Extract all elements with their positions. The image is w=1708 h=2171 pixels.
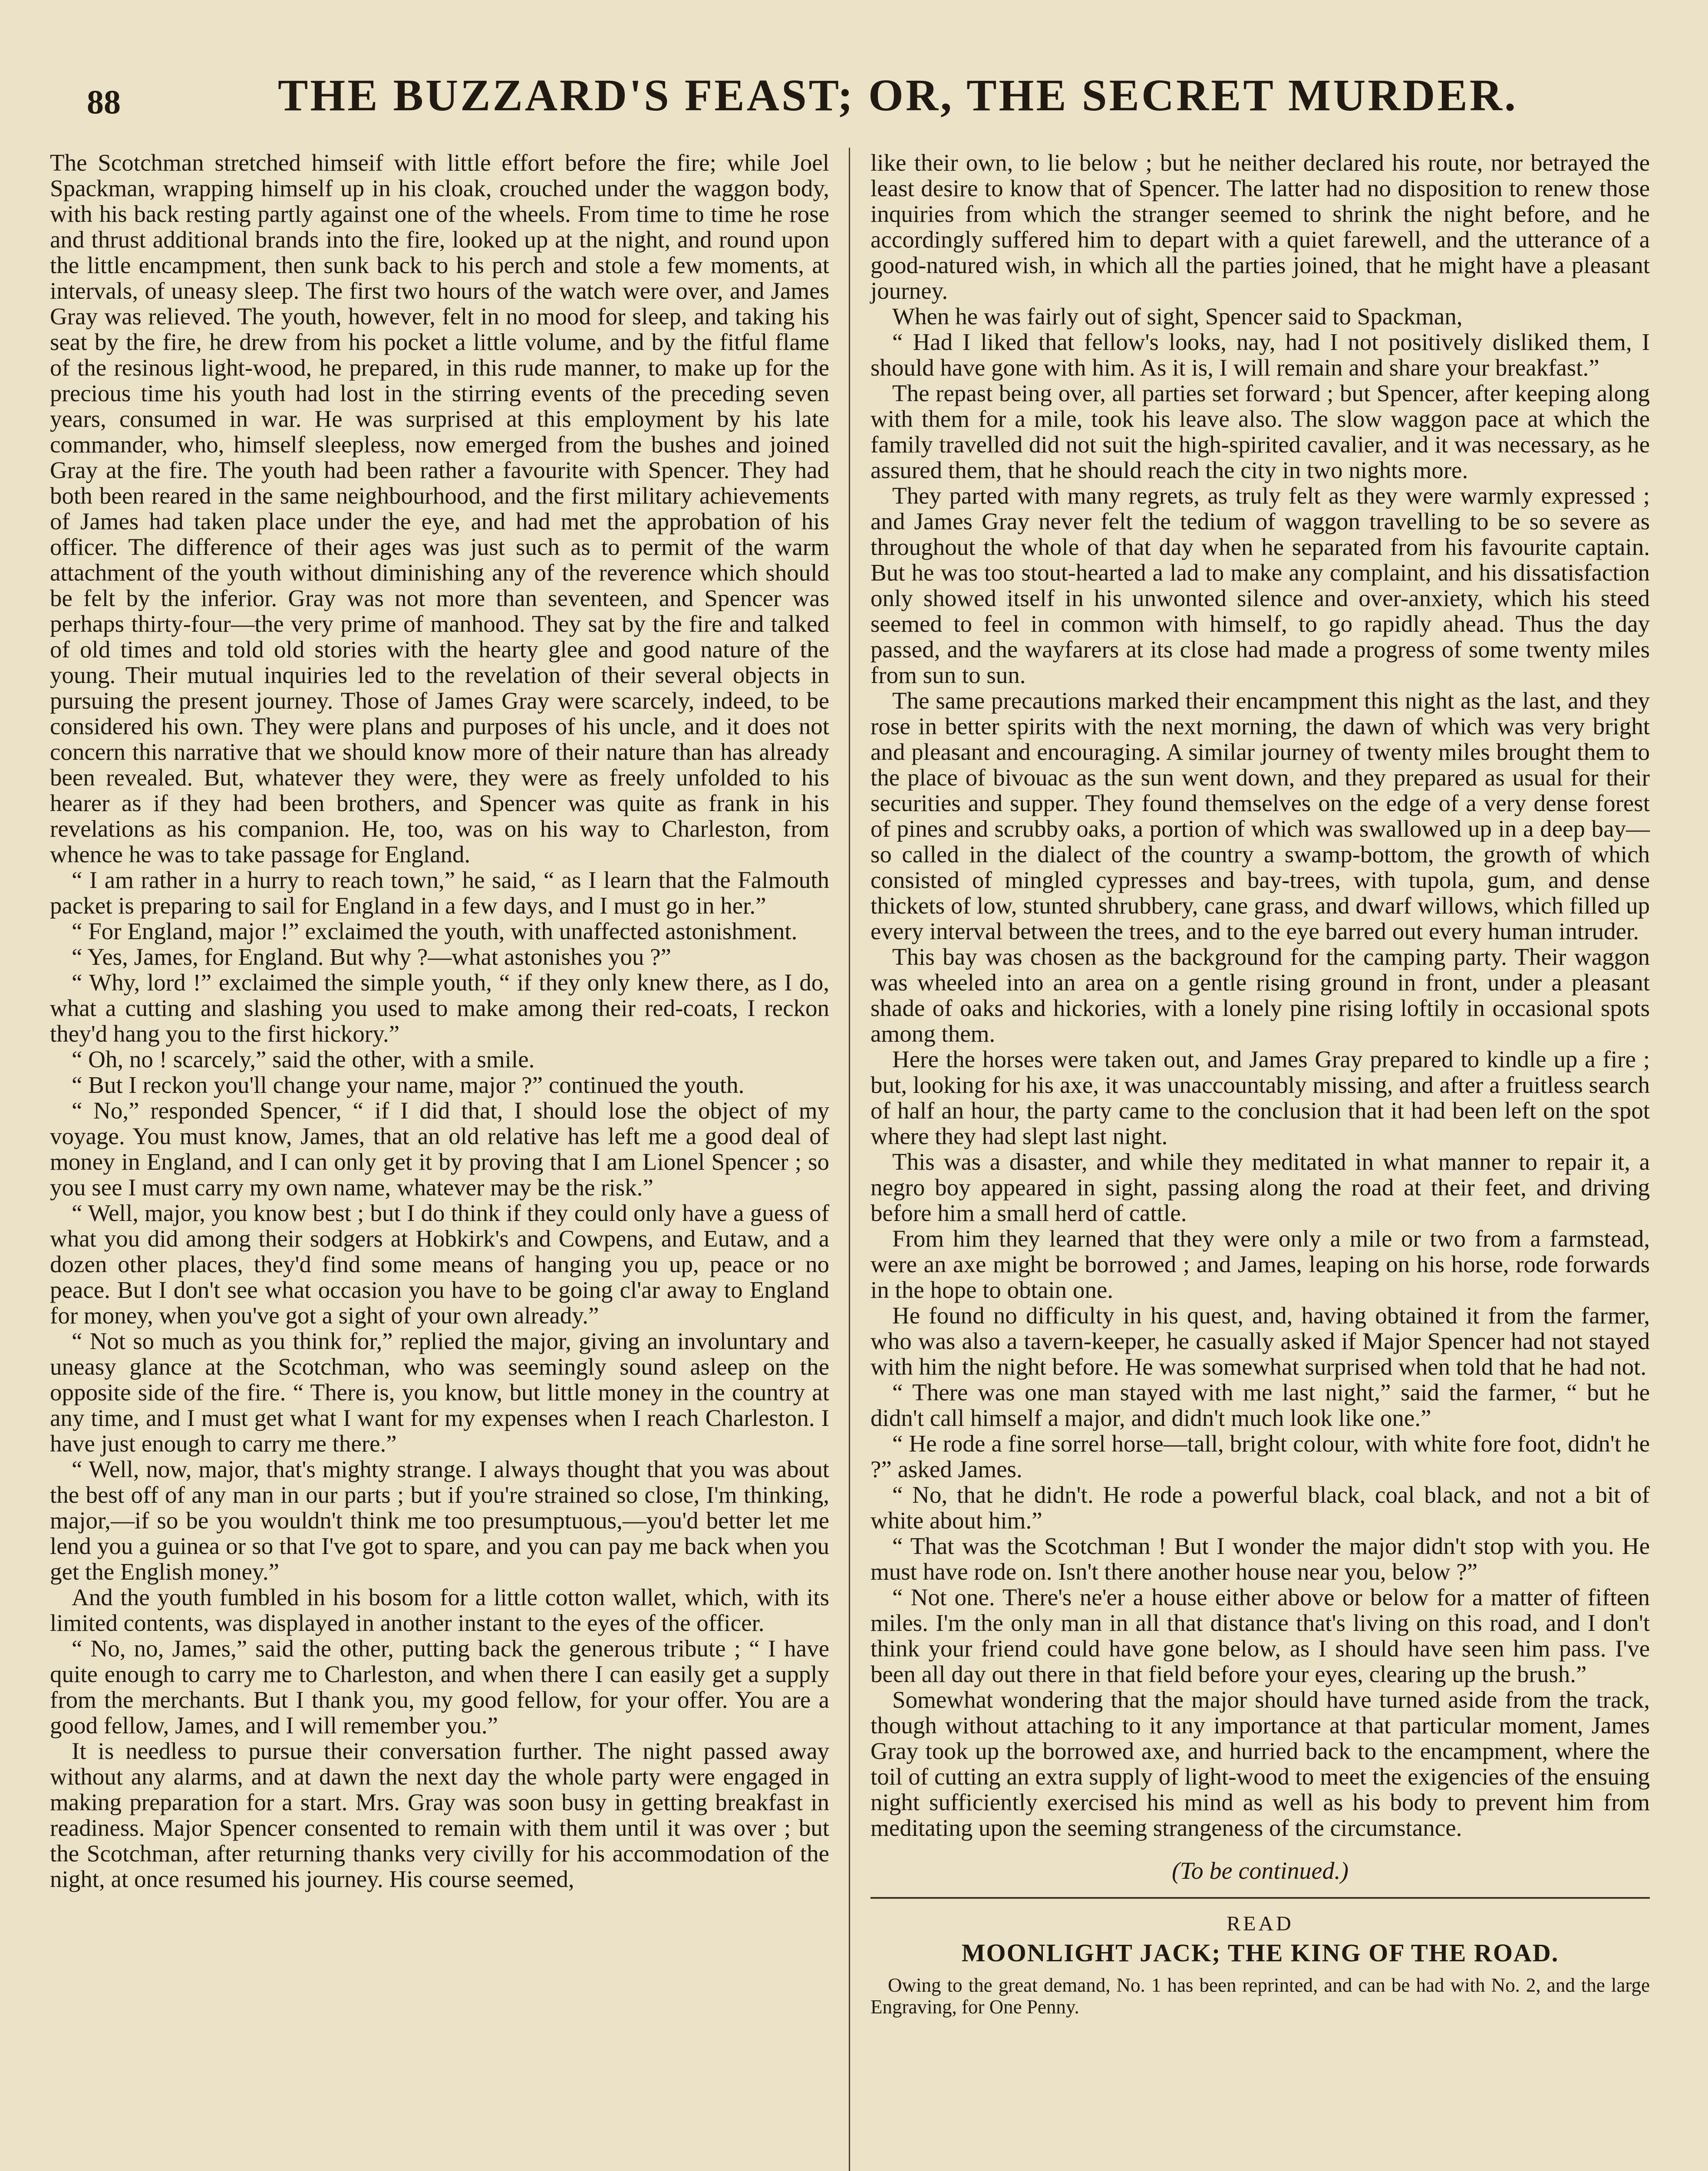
paragraph: He found no difficulty in his quest, and, having obtained it from the farmer, who was also a tavern-keeper, he casually asked if Major Spencer had not stayed with him the night before. He was somewhat surprised when told that he had not. <box>870 1302 1650 1380</box>
paragraph: It is needless to pursue their conversation further. The night passed away without any alarms, and at dawn the next day the whole party were engaged in making preparation for a start. Mrs. Gray was soon busy in getting breakfast in readiness. Major Spencer consented to remain with them until it was over ; but the Scotchman, after returning thanks very civilly for his accommodation of the night, at once resumed his journey. His course seemed, <box>50 1738 829 1892</box>
advert-title: MOONLIGHT JACK; THE KING OF THE ROAD. <box>961 1939 1559 1967</box>
paragraph: Somewhat wondering that the major should have turned aside from the track, though without attaching to it any importance at that particular moment, James Gray took up the borrowed axe, and hurried back to the encampment, where the toil of cutting an extra supply of light-wood to meet the exigencies of the ensuing night sufficiently exercised his mind as well as his body to prevent him from meditating upon the seeming strangeness of the circumstance. <box>870 1686 1650 1841</box>
paragraph: This was a disaster, and while they meditated in what manner to repair it, a negro boy appeared in sight, passing along the road at their feet, and driving before him a small herd of cattle. <box>870 1148 1650 1226</box>
paragraph: When he was fairly out of sight, Spencer said to Spackman, <box>892 303 1463 330</box>
to-be-continued: (To be continued.) <box>1172 1858 1349 1884</box>
advert-note: Owing to the great demand, No. 1 has been reprinted, and can be had with No. 2, and the large Engraving, for One Penny. <box>870 1974 1650 2018</box>
paragraph: Here the horses were taken out, and James Gray prepared to kindle up a fire ; but, looking for his axe, it was unaccountably missing, and after a fruitless search of half an hour, the party came to the conclusion that it had been left on the spot where they had slept last night. <box>870 1046 1650 1149</box>
paragraph: “ I am rather in a hurry to reach town,” he said, “ as I learn that the Falmouth packet is preparing to sail for England in a few days, and I must go in her.” <box>50 867 829 919</box>
paragraph: From him they learned that they were only a mile or two from a farmstead, were an axe might be borrowed ; and James, leaping on his horse, rode forwards in the hope to obtain one. <box>870 1225 1650 1303</box>
paragraph: “ Well, now, major, that's mighty strange. I always thought that you was about the best off of any man in our parts ; but if you're strained so close, I'm thinking, major,—if so be you wouldn't think me too presumptuous,—you'd better let me lend you a guinea or so that I've got to spare, and you can pay me back when you get the English money.” <box>50 1456 829 1585</box>
paragraph: “ But I reckon you'll change your name, major ?” continued the youth. <box>72 1072 745 1098</box>
paragraph: The same precautions marked their encampment this night as the last, and they rose in better spirits with the next morning, the dawn of which was very bright and pleasant and encouraging. A similar journey of twenty miles brought them to the place of bivouac as the sun went down, and they prepared as usual for their securities and supper. They found themselves on the edge of a very dense forest of pines and scrubby oaks, a portion of which was swallowed up in a deep bay—so called in the dialect of the country a swamp-bottom, the growth of which consisted of mingled cypresses and bay-trees, with tupola, gum, and dense thickets of low, stunted shrubbery, cane grass, and dwarf willows, which filled up every interval between the trees, and to the eye barred out every human intruder. <box>870 687 1650 944</box>
advertisement <box>870 1912 1650 2018</box>
page-header <box>0 52 1708 139</box>
paragraph: They parted with many regrets, as truly felt as they were warmly expressed ; and James Gray never felt the tedium of waggon travelling to be so severe as throughout the whole of that day when he separated from his favourite captain. But he was too stout-hearted a lad to make any complaint, and his dissatisfaction only showed itself in his unwonted silence and over-anxiety, which his steed seemed to feel in common with himself, to go rapidly ahead. Thus the day passed, and the wayfarers at its close had made a progress of some twenty miles from sun to sun. <box>870 482 1650 688</box>
section-rule <box>870 1897 1650 1899</box>
paragraph: “ Oh, no ! scarcely,” said the other, with a smile. <box>72 1046 535 1072</box>
paragraph: And the youth fumbled in his bosom for a little cotton wallet, which, with its limited contents, was displayed in another instant to the eyes of the officer. <box>50 1584 829 1636</box>
column-divider <box>849 148 850 2171</box>
running-title: THE BUZZARD'S FEAST; OR, THE SECRET MURDER. <box>278 70 1518 120</box>
advert-read-label: READ <box>1227 1912 1294 1935</box>
paragraph: “ No,” responded Spencer, “ if I did that, I should lose the object of my voyage. You must know, James, that an old relative has left me a good deal of money in England, and I can only get it by proving that I am Lionel Spencer ; so you see I must carry my own name, whatever may be the risk.” <box>50 1097 829 1201</box>
paragraph: “ Had I liked that fellow's looks, nay, had I not positively disliked them, I should have gone with him. As it is, I will remain and share your breakfast.” <box>870 329 1650 381</box>
paragraph: “ Why, lord !” exclaimed the simple youth, “ if they only knew there, as I do, what a cutting and slashing you used to make among their red-coats, I reckon they'd hang you to the first hickory.” <box>50 969 829 1047</box>
paragraph: “ Yes, James, for England. But why ?—what astonishes you ?” <box>72 944 671 970</box>
page-number: 88 <box>87 83 121 121</box>
paragraph: “ Not so much as you think for,” replied the major, giving an involuntary and uneasy glance at the Scotchman, who was seemingly sound asleep on the opposite side of the fire. “ There is, you know, but little money in the country at any time, and I must get what I want for my expenses when I reach Charleston. I have just enough to carry me there.” <box>50 1328 829 1457</box>
paragraph: “ That was the Scotchman ! But I wonder the major didn't stop with you. He must have rode on. Isn't there another house near you, below ?” <box>870 1533 1650 1585</box>
paragraph: “ No, no, James,” said the other, putting back the generous tribute ; “ I have quite enough to carry me to Charleston, and when there I can easily get a supply from the merchants. But I thank you, my good fellow, for your offer. You are a good fellow, James, and I will remember you.” <box>50 1635 829 1739</box>
paragraph: “ Not one. There's ne'er a house either above or below for a matter of fifteen miles. I'm the only man in all that distance that's living on this road, and I don't think your friend could have gone below, as I should have seen him pass. I've been all day out there in that field before your eyes, clearing up the brush.” <box>870 1584 1650 1687</box>
right-column <box>870 150 1650 2018</box>
paragraph: “ Well, major, you know best ; but I do think if they could only have a guess of what you did among their sodgers at Hobkirk's and Cowpens, and Eutaw, and a dozen other places, they'd find some means of hanging you up, peace or no peace. But I don't see what occasion you have to be going cl'ar away to England for money, when you've got a sight of your own already.” <box>50 1200 829 1329</box>
left-column <box>50 150 829 1892</box>
paragraph: This bay was chosen as the background for the camping party. Their waggon was wheeled into an area on a gentle rising ground in front, under a pleasant shade of oaks and hickories, with a lonely pine rising loftily in occasional spots among them. <box>870 944 1650 1047</box>
paragraph: The repast being over, all parties set forward ; but Spencer, after keeping along with them for a mile, took his leave also. The slow waggon pace at which the family travelled did not suit the high-spirited cavalier, and it was necessary, as he assured them, that he should reach the city in two nights more. <box>870 380 1650 483</box>
paragraph: like their own, to lie below ; but he neither declared his route, nor betrayed the least desire to know that of Spencer. The latter had no disposition to renew those inquiries from which the stranger seemed to shrink the night before, and he accordingly suffered him to depart with a quiet farewell, and the utterance of a good-natured wish, in which all the parties joined, that he might have a pleasant journey. <box>870 149 1650 304</box>
paragraph: “ No, that he didn't. He rode a powerful black, coal black, and not a bit of white about him.” <box>870 1481 1650 1534</box>
paragraph: “ For England, major !” exclaimed the youth, with unaffected astonishment. <box>72 918 798 944</box>
paragraph: “ He rode a fine sorrel horse—tall, bright colour, with white fore foot, didn't he ?” asked James. <box>870 1430 1650 1482</box>
paragraph: The Scotchman stretched himseif with little effort before the fire; while Joel Spackman, wrapping himself up in his cloak, crouched under the waggon body, with his back resting partly against one of the wheels. From time to time he rose and thrust additional brands into the fire, looked up at the night, and round upon the little encampment, then sunk back to his perch and stole a few moments, at intervals, of uneasy sleep. The first two hours of the watch were over, and James Gray was relieved. The youth, however, felt in no mood for sleep, and taking his seat by the fire, he drew from his pocket a little volume, and by the fitful flame of the resinous light-wood, he prepared, in this rude manner, to make up for the precious time his youth had lost in the stirring events of the preceding seven years, consumed in war. He was surprised at this employment by his late commander, who, himself sleepless, now emerged from the bushes and joined Gray at the fire. The youth had been rather a favourite with Spencer. They had both been reared in the same neighbourhood, and the first military achievements of James had taken place under the eye, and had met the approbation of his officer. The difference of their ages was just such as to permit of the warm attachment of the youth without diminishing any of the reverence which should be felt by the inferior. Gray was not more than seventeen, and Spencer was perhaps thirty-four—the very prime of manhood. They sat by the fire and talked of old times and told old stories with the hearty glee and good nature of the young. Their mutual inquiries led to the revelation of their several objects in pursuing the present journey. Those of James Gray were scarcely, indeed, to be considered his own. They were plans and purposes of his uncle, and it does not concern this narrative that we should know more of their nature than has already been revealed. But, whatever they were, they were as freely unfolded to his hearer as if they had been brothers, and Spencer was quite as frank in his revelations as his companion. He, too, was on his way to Charleston, from whence he was to take passage for England. <box>50 149 829 868</box>
paragraph: “ There was one man stayed with me last night,” said the farmer, “ but he didn't call himself a major, and didn't much look like one.” <box>870 1379 1650 1431</box>
